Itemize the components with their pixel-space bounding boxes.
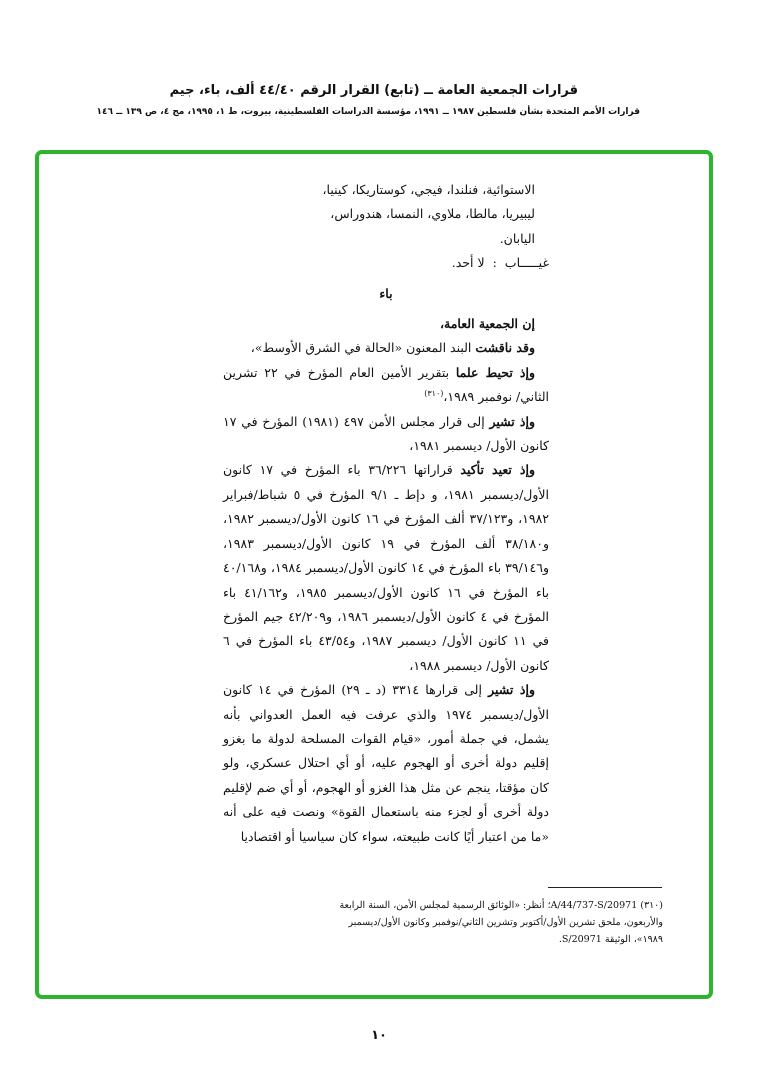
header-source-citation: قرارات الأمم المتحدة بشأن فلسطين ١٩٨٧ ــ ١٩٩١، مؤسسة الدراسات الفلسطينية، بيروت، ط ١، ١٩٩٥، مج ٤، ص ١٣٩ ــ ١٤٦: [96, 107, 640, 117]
absent-separator: :: [492, 255, 497, 271]
paragraph-text: بتقرير الأمين العام المؤرخ في ٢٢ تشرين الثاني/ نوفمبر ١٩٨٩،: [223, 364, 549, 405]
preamble-paragraph: [223, 336, 549, 360]
preamble-paragraph: [223, 458, 549, 678]
section-title: باء: [379, 285, 393, 301]
paragraph-lead: وإذ تشير: [489, 413, 535, 429]
vote-list-line: الاستوائية، فنلندا، فيجي، كوستاريكا، كينيا،: [322, 182, 535, 197]
footnote-reference[interactable]: (٣١٠): [424, 389, 444, 399]
absent-label: غيـــــاب: [504, 255, 549, 271]
paragraph-lead: وإذ تشير: [488, 682, 535, 698]
paragraph-text: البند المعنون «الحالة في الشرق الأوسط»،: [250, 340, 476, 356]
preamble-paragraph: [223, 678, 549, 849]
absent-row: [223, 251, 549, 275]
paragraph-lead: وإذ تعيد تأكيد: [460, 462, 535, 478]
preamble-opening: [223, 312, 549, 336]
preamble-opening-text: إن الجمعية العامة،: [440, 316, 535, 332]
paragraph-text: قراراتها ٣٦/٢٢٦ باء المؤرخ في ١٧ كانون الأول/ديسمبر ١٩٨١، و دإط ـ ٩/١ المؤرخ في ٥ شباط/فبراير ١٩٨٢، و٣٧/١٢٣ ألف المؤرخ في ١٦ كانون الأول/ديسمبر ١٩٨٢، و٣٨/١٨٠ ألف المؤرخ في ١٩ كانون الأول/ديسمبر ١٩٨٣، و٣٩/١٤٦ باء المؤرخ في ١٤ كانون الأول/ديسمبر ١٩٨٤، و٤٠/١٦٨ باء المؤرخ في ١٦ كانون الأول/ديسمبر ١٩٨٥، و٤١/١٦٢ باء المؤرخ في ٤ كانون الأول/ديسمبر ١٩٨٦، و٤٢/٢٠٩ جيم المؤرخ في ١١ كانون الأول/ ديسمبر ١٩٨٧، و٤٣/٥٤ باء المؤرخ في ٦ كانون الأول/ ديسمبر ١٩٨٨،: [223, 462, 550, 673]
vote-list-line: اليابان.: [499, 230, 535, 246]
page-number: ١٠: [371, 1028, 387, 1043]
header-title: قرارات الجمعية العامة ــ (تابع) القرار الرقم ٤٤/٤٠ ألف، باء، جيم: [169, 83, 578, 98]
paragraph-lead: وقد ناقشت: [475, 340, 535, 356]
paragraph-text: إلى قرارها ٣٣١٤ (د ـ ٢٩) المؤرخ في ١٤ كانون الأول/ديسمبر ١٩٧٤ والذي عرفت فيه العمل العدواني بأنه يشمل، في جملة أمور، «قيام القوات المسلحة لدولة ما بغزو إقليم دولة أخرى أو الهجوم عليه، أو أي احتلال عسكري، ولو كان مؤقتا، ينجم عن مثل هذا الغزو أو الهجوم، أو أي ضم لإقليم دولة أخرى أو لجزء منه باستعمال القوة» ونصت فيه على أنه «ما من اعتبار أيًا كانت طبيعته، سواء كان سياسيا أو اقتصاديا: [223, 682, 550, 844]
preamble-paragraph: [223, 361, 549, 410]
paragraph-text: إلى قرار مجلس الأمن ٤٩٧ (١٩٨١) المؤرخ في ١٧ كانون الأول/ ديسمبر ١٩٨١،: [223, 413, 549, 454]
preamble-paragraph: [223, 410, 549, 459]
vote-list-line: ليبيريا، مالطا، ملاوي، النمسا، هندوراس،: [330, 206, 535, 222]
document-body: [223, 178, 549, 849]
paragraph-lead: وإذ تحيط علما: [455, 364, 535, 380]
footnote: (٣١٠) A/44/737-S/20971؛ أنظر: «الوثائق الرسمية لمجلس الأمن، السنة الرابعة والأربعون، ملحق تشرين الأول/أكتوبر وتشرين الثاني/نوفمبر وكانون الأول/ديسمبر ١٩٨٩»، الوثيقة S/20971.: [339, 900, 663, 945]
absent-value: لا أحد.: [451, 255, 485, 271]
footnote-divider: [548, 887, 662, 888]
